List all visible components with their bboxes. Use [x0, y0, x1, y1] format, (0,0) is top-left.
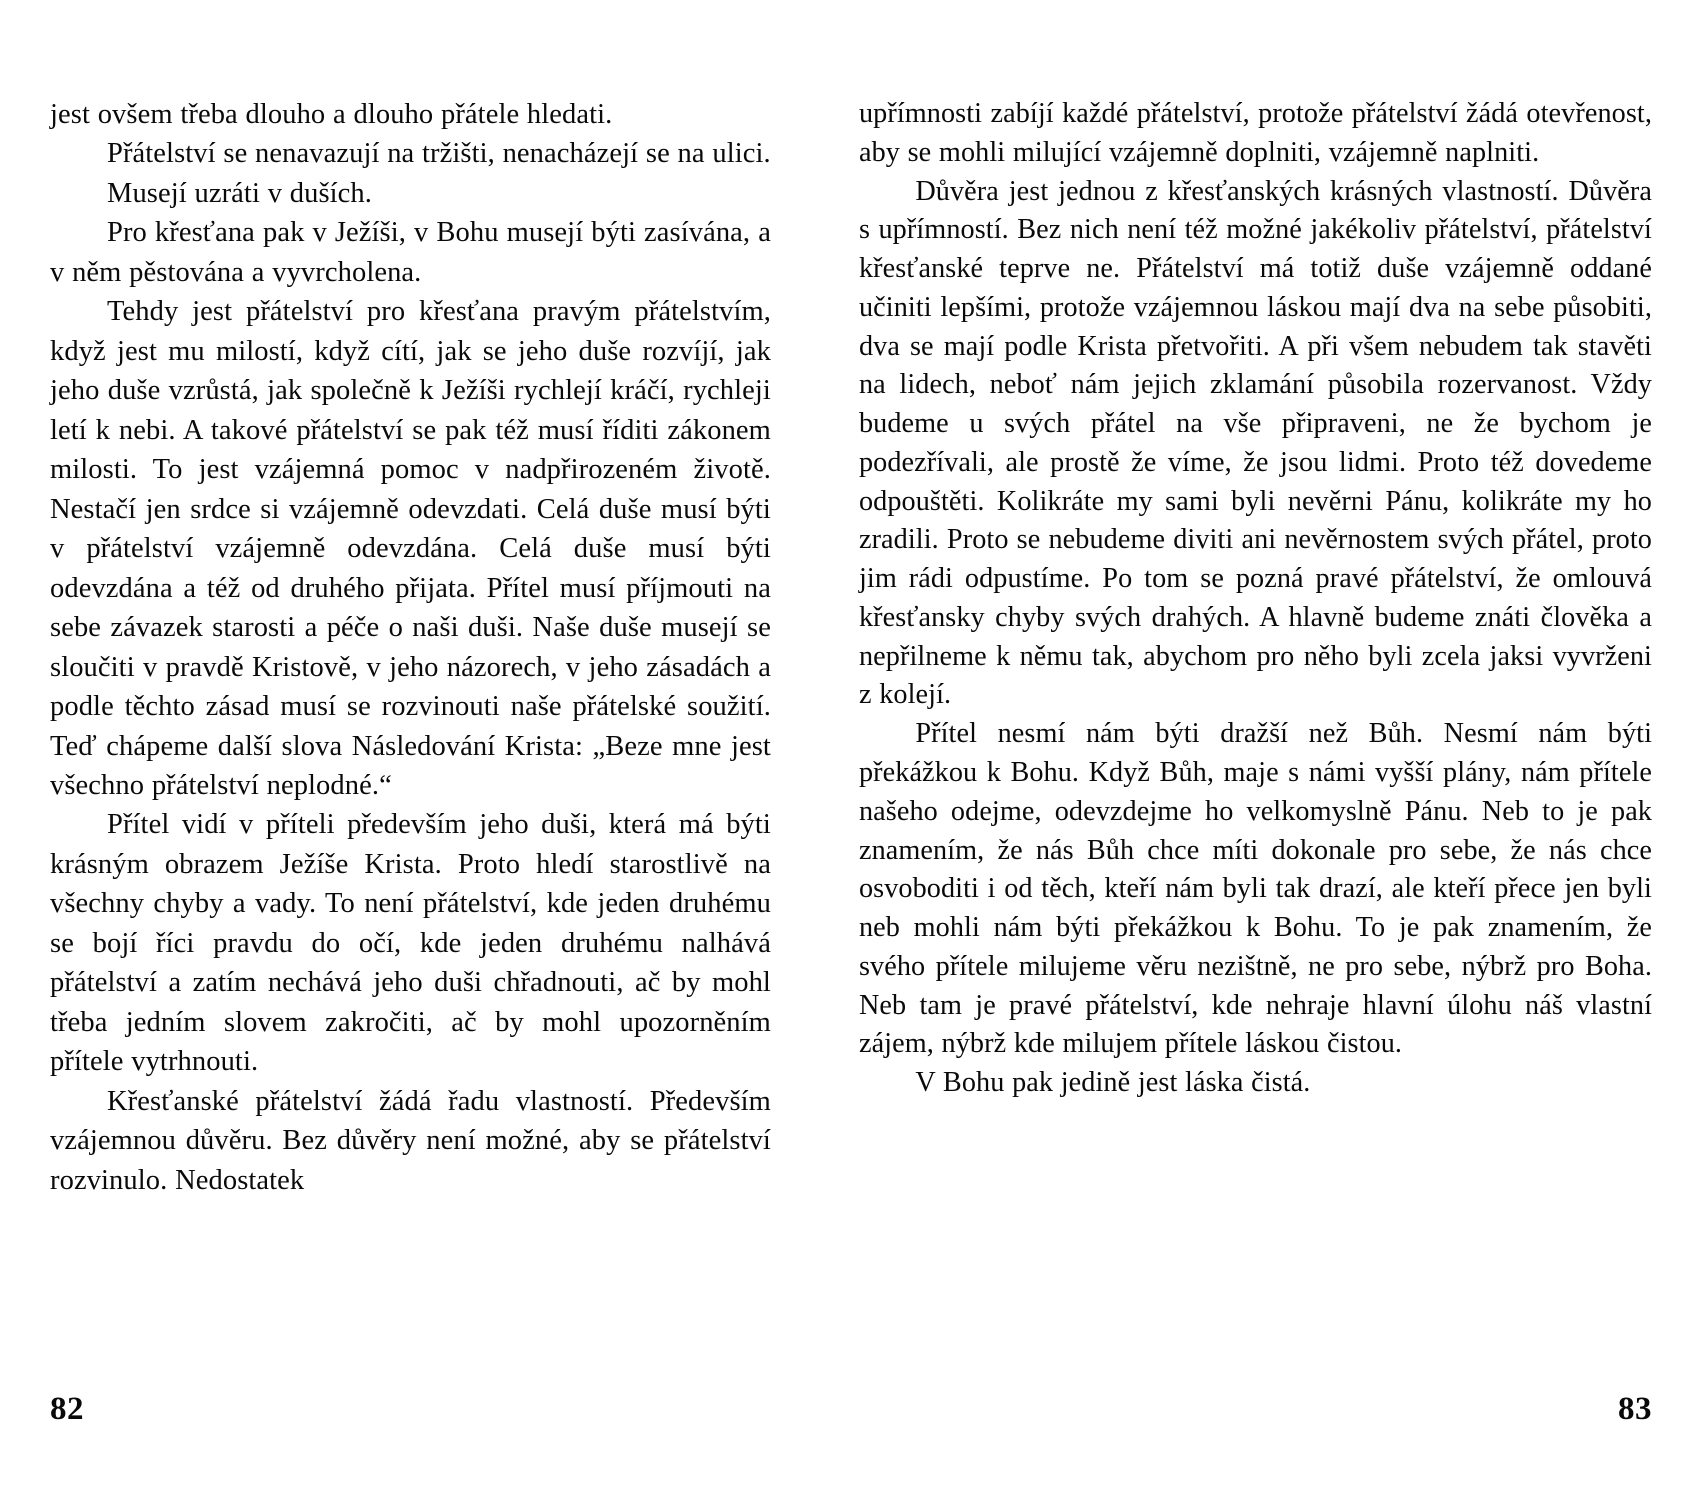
body-text-left [50, 95, 771, 1200]
paragraph: Pro křesťana pak v Ježíši, v Bohu musejí býti zasívána, a v něm pěstována a vyvrcholena. [50, 217, 771, 288]
paragraph: Přátelství se nenavazují na tržišti, nenacházejí se na ulici. [107, 138, 771, 170]
paragraph: Musejí uzráti v duších. [107, 177, 373, 209]
page-number-left: 82 [50, 1391, 84, 1427]
paragraph: Přítel nesmí nám býti dražší než Bůh. Nesmí nám býti překážkou k Bohu. Když Bůh, maje s námi vyšší plány, nám přítele našeho odejme, odevzdejme ho velkomyslně Pánu. Neb to je pak znamením, že nás Bůh chce míti dokonale pro sebe, že nás chce osvoboditi i od těch, kteří nám byli tak drazí, ale kteří přece jen byli neb mohli nám býti překážkou k Bohu. To je pak znamením, že svého přítele milujeme věru nezištně, ne pro sebe, nýbrž pro Boha. Neb tam je pravé přátelství, kde nehraje hlavní úlohu náš vlastní zájem, nýbrž kde milujem přítele láskou čistou. [858, 718, 1652, 1060]
body-text-right [859, 95, 1652, 1103]
paragraph: jest ovšem třeba dlouho a dlouho přátele hledati. [50, 99, 613, 130]
paragraph: Tehdy jest přátelství pro křesťana pravým přátelstvím, když jest mu milostí, když cítí, jak se jeho duše rozvíjí, jak jeho duše vzrůstá, jak společně k Ježíši rychlejí kráčí, rychleji letí k nebi. A takové přátelství se pak též musí říditi zákonem milosti. To jest vzájemná pomoc v nadpřirozeném životě. Nestačí jen srdce si vzájemně odevzdati. Celá duše musí býti v přátelství vzájemně odevzdána. Celá duše musí býti odevzdána a též od druhého přijata. Přítel musí příjmouti na sebe závazek starosti a péče o naši duši. Naše duše musejí se sloučiti v pravdě Kristově, v jeho názorech, v jeho zásadách a podle těchto zásad musí se rozvinouti naše přátelské soužití. Teď chápeme další slova Následování Krista: „Beze mne jest všechno přátelství neplodné.“ [50, 296, 771, 801]
paragraph: Přítel vidí v příteli především jeho duši, která má býti krásným obrazem Ježíše Krista. Proto hledí starostlivě na všechny chyby a vady. To není přátelství, kde jeden druhému se bojí říci pravdu do očí, kde jeden druhému nalhává přátelství a zatím nechává jeho duši chřadnouti, ač by mohl třeba jedním slovem zakročiti, ač by mohl upozorněním přítele vytrhnouti. [50, 809, 771, 1078]
paragraph: upřímnosti zabíjí každé přátelství, protože přátelství žádá otevřenost, aby se mohli milující vzájemně doplniti, vzájemně naplniti. [858, 98, 1652, 168]
page-right [811, 95, 1662, 1500]
paragraph: Křesťanské přátelství žádá řadu vlastností. Především vzájemnou důvěru. Bez důvěry není možné, aby se přátelství rozvinulo. Nedostatek [50, 1085, 771, 1196]
page-left [40, 95, 811, 1500]
paragraph: Důvěra jest jednou z křesťanských krásných vlastností. Důvěra s upřímností. Bez nich není též možné jakékoliv přátelství, přátelství křesťanské teprve ne. Přátelství má totiž duše vzájemně oddané učiniti lepšími, protože vzájemnou láskou mají dva na sebe působiti, dva se mají podle Krista přetvořiti. A při všem nebudem tak stavěti na lidech, neboť nám jejich zklamání působila rozervanost. Vždy budeme u svých přátel na vše připraveni, ne že bychom je podezřívali, ale prostě že víme, že jsou lidmi. Proto též dovedeme odpouštěti. Kolikráte my sami byli nevěrni Pánu, kolikráte my ho zradili. Proto se nebudeme diviti ani nevěrnostem svých přátel, proto jim rádi odpustíme. Po tom se pozná pravé přátelství, že omlouvá křesťansky chyby svých drahých. A hlavně budeme znáti člověka a nepřilneme k němu tak, abychom pro něho byli zcela jaksi vyvrženi z kolejí. [858, 175, 1652, 711]
paragraph: V Bohu pak jedině jest láska čistá. [915, 1067, 1311, 1099]
page-number-right: 83 [1618, 1391, 1652, 1427]
